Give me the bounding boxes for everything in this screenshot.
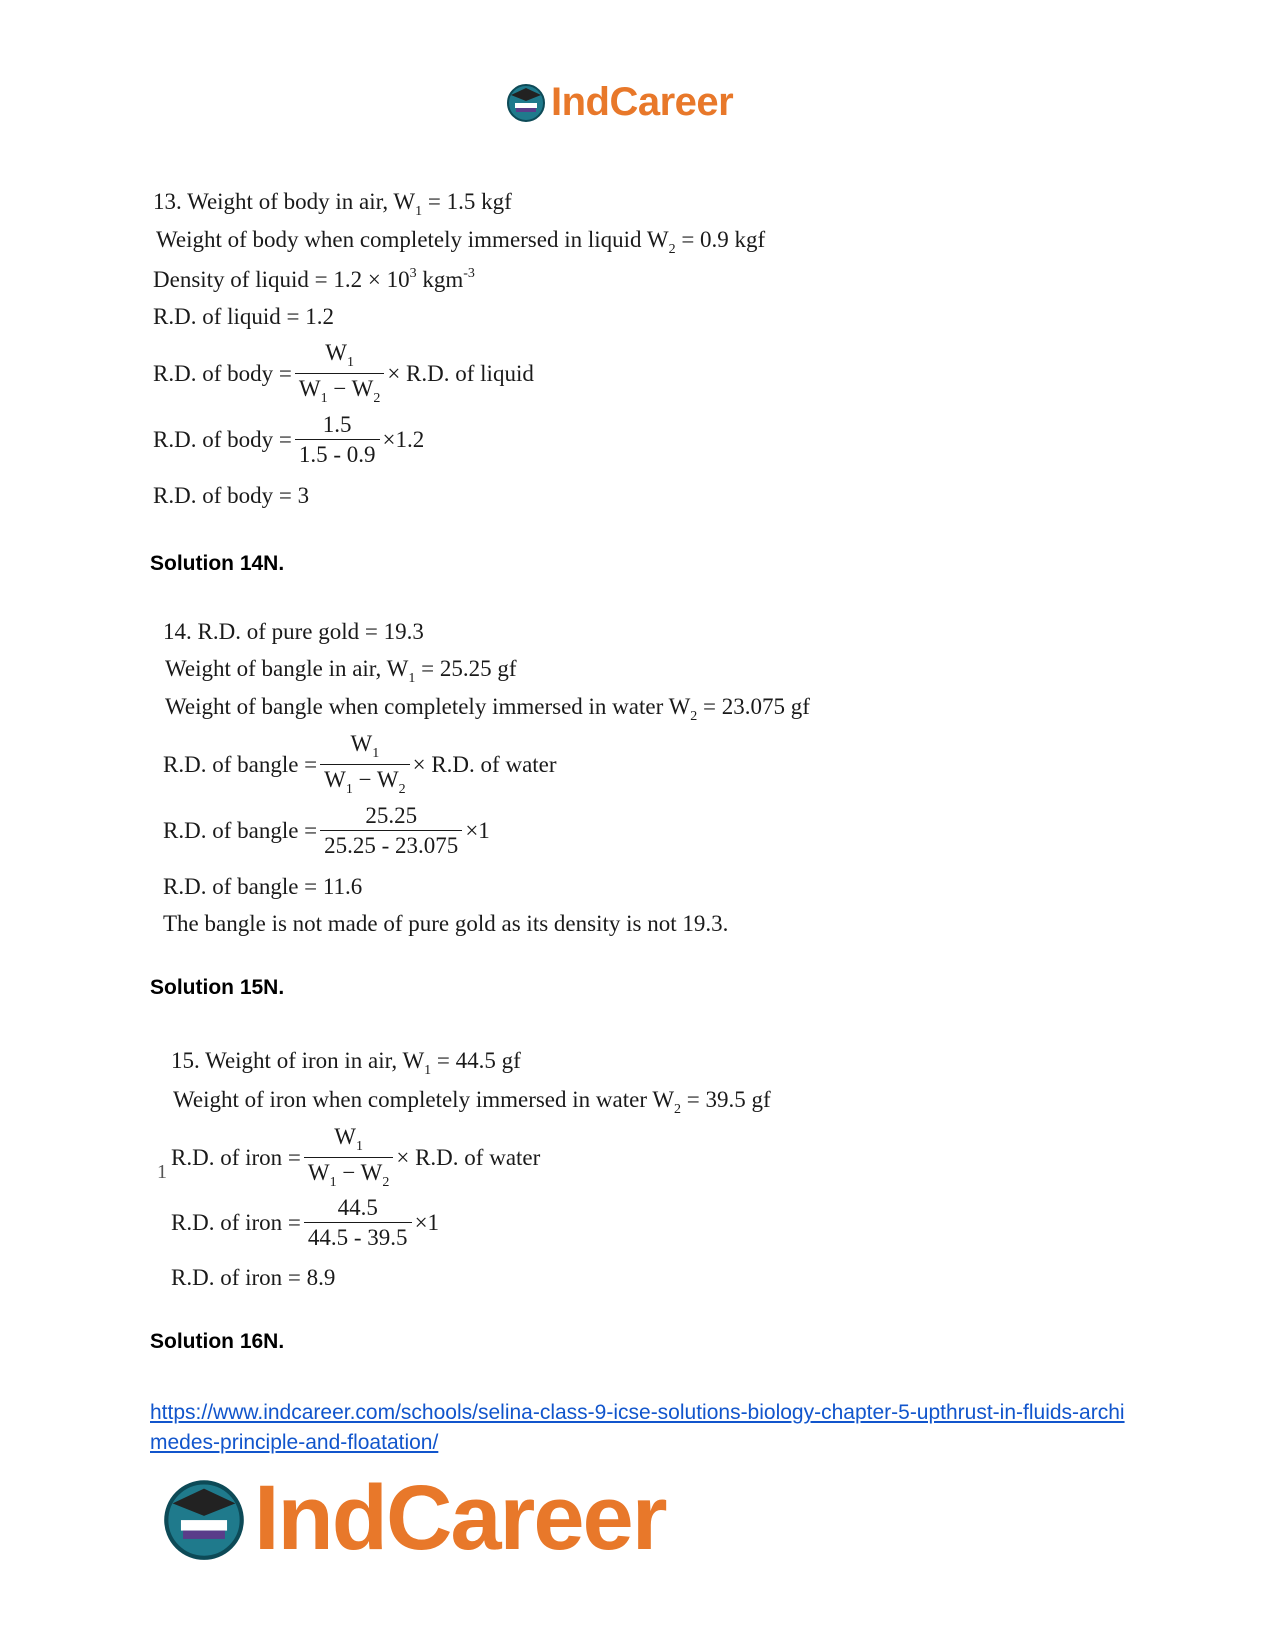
sol14-rd-gold: 14. R.D. of pure gold = 19.3 [163,619,424,644]
graduation-globe-icon [160,1474,248,1562]
sol14-formula: R.D. of bangle = $\frac{W_1}{W_1 - W_2}$ × R.D. of water [163,731,557,797]
solution-14-heading: Solution 14N. [150,552,285,575]
graduation-globe-icon [505,81,547,123]
sol14-substitution: R.D. of bangle = $\frac{25.25}{25.25 - 23.075}$ ×1 [163,803,490,858]
header-logo [505,78,733,126]
sol14-weight-water: Weight of bangle when completely immersed in water $W_2 = 23.075$ gf [165,694,810,724]
sol15-result: R.D. of iron = 8.9 [171,1265,336,1290]
logo-wordmark: IndCareer [551,79,734,124]
stray-page-mark: 1 [157,1161,167,1183]
fraction: $\frac{25.25}{25.25 - 23.075}$ [320,804,462,857]
sol13-weight-air: 13. Weight of body in air, $W_1 = 1.5$ kgf [153,189,512,219]
fraction: $\frac{W_1}{W_1 - W_2}$ [320,732,409,797]
fraction: $\frac{1.5}{1.5 - 0.9}$ [295,413,380,466]
sol15-formula: R.D. of iron = $\frac{W_1}{W_1 - W_2}$ × R.D. of water [171,1124,541,1190]
fraction: $\frac{W_1}{W_1 - W_2}$ [295,341,384,406]
sol15-weight-air: 15. Weight of iron in air, $W_1 = 44.5$ gf [171,1048,521,1078]
fraction: $\frac{W_1}{W_1 - W_2}$ [304,1125,393,1190]
fraction: $\frac{44.5}{44.5 - 39.5}$ [304,1196,412,1249]
sol13-rd-liquid: R.D. of liquid = 1.2 [153,304,335,329]
sol14-conclusion: The bangle is not made of pure gold as its density is not 19.3. [163,911,729,936]
source-url-link[interactable]: https://www.indcareer.com/schools/selina-class-9-icse-solutions-biology-chapter-5-upthrust-in-fluids-archimedes-principle-and-floatation/ [150,1401,1125,1454]
logo-wordmark: IndCareer [254,1466,666,1569]
solution-15-heading: Solution 15N. [150,976,285,999]
sol14-weight-air: Weight of bangle in air, $W_1 = 25.25$ gf [165,656,517,686]
sol13-substitution: R.D. of body = $\frac{1.5}{1.5 - 0.9}$ ×1.2 [153,412,425,467]
sol15-substitution: R.D. of iron = $\frac{44.5}{44.5 - 39.5}$ ×1 [171,1195,440,1250]
sol14-result: R.D. of bangle = 11.6 [163,874,363,899]
sol13-result: R.D. of body = 3 [153,483,310,508]
sol13-weight-liquid: Weight of body when completely immersed in liquid $W_2 = 0.9$ kgf [156,227,766,257]
footer-logo [160,1468,666,1568]
sol15-weight-water: Weight of iron when completely immersed in water $W_2 = 39.5$ gf [173,1087,771,1117]
sol13-density: Density of liquid = $1.2 \times 10^3$ kgm$^{-3}$ [153,266,475,292]
solution-16-heading: Solution 16N. [150,1330,285,1353]
sol13-formula: R.D. of body = $\frac{W_1}{W_1 - W_2}$ × R.D. of liquid [153,340,534,406]
